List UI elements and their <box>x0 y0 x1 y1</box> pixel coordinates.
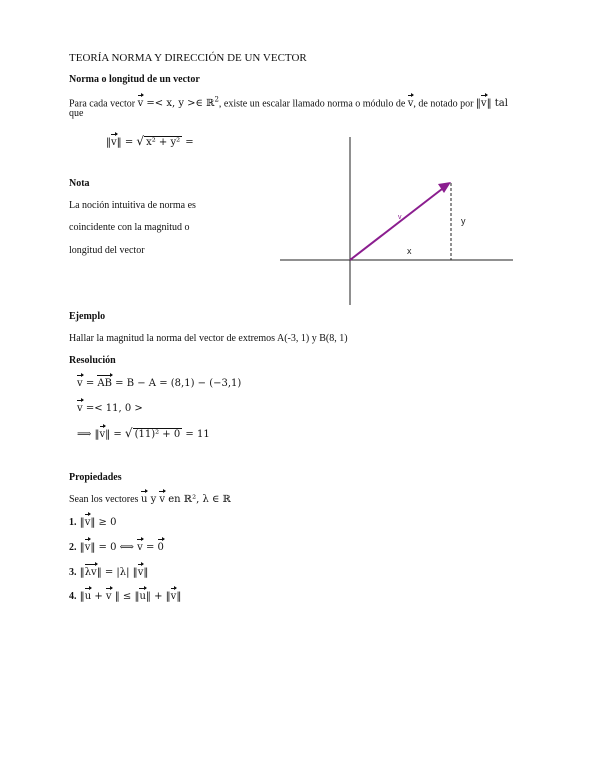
note-line: longitud del vector <box>69 245 145 256</box>
vector-v-arrow <box>350 189 442 260</box>
vector-diagram <box>270 130 520 310</box>
note-line: coincidente con la magnitud o <box>69 222 190 233</box>
property-1: 1. ‖v‖ ≥ 0 <box>69 517 117 528</box>
property-4: 4. ‖u + v ‖ ≤ ‖u‖ + ‖v‖ <box>69 591 182 602</box>
resolution-line-1: v = AB = B − A = (8,1) − (−3,1) <box>77 378 242 389</box>
resolution-heading: Resolución <box>69 355 116 366</box>
note-heading: Nota <box>69 178 90 189</box>
x-label: x <box>407 246 412 256</box>
vector-label: v <box>398 214 402 221</box>
definition-paragraph: Para cada vector v =< x, y >∈ ℝ$^2$, existe un escalar llamado norma o módulo de v, de notado por ‖v‖ tal <box>69 96 508 110</box>
example-heading: Ejemplo <box>69 311 106 322</box>
example-statement: Hallar la magnitud la norma del vector de extremos A(-3, 1) y B(8, 1) <box>69 333 348 344</box>
properties-heading: Propiedades <box>69 472 122 483</box>
vector-v-symbol: v <box>137 98 144 110</box>
definition-paragraph-line2: que <box>69 108 84 119</box>
note-line: La noción intuitiva de norma es <box>69 200 196 211</box>
resolution-line-3: ⟹ ‖v‖ = √ (11)² + 0 = 11 <box>77 426 210 440</box>
property-3: 3. ‖λv‖ = |λ| ‖v‖ <box>69 567 149 578</box>
resolution-line-2: v =< 11, 0 > <box>77 403 143 414</box>
y-label: y <box>461 216 466 226</box>
property-2: 2. ‖v‖ = 0 ⟺ v = 0 <box>69 542 164 553</box>
page-title: TEORÍA NORMA Y DIRECCIÓN DE UN VECTOR <box>69 52 307 64</box>
section-heading-norma: Norma o longitud de un vector <box>69 74 200 85</box>
properties-intro: Sean los vectores u y v en ℝ², λ ∈ ℝ <box>69 494 231 505</box>
norm-formula: ‖v‖ = √ x² + y² = <box>106 134 194 148</box>
